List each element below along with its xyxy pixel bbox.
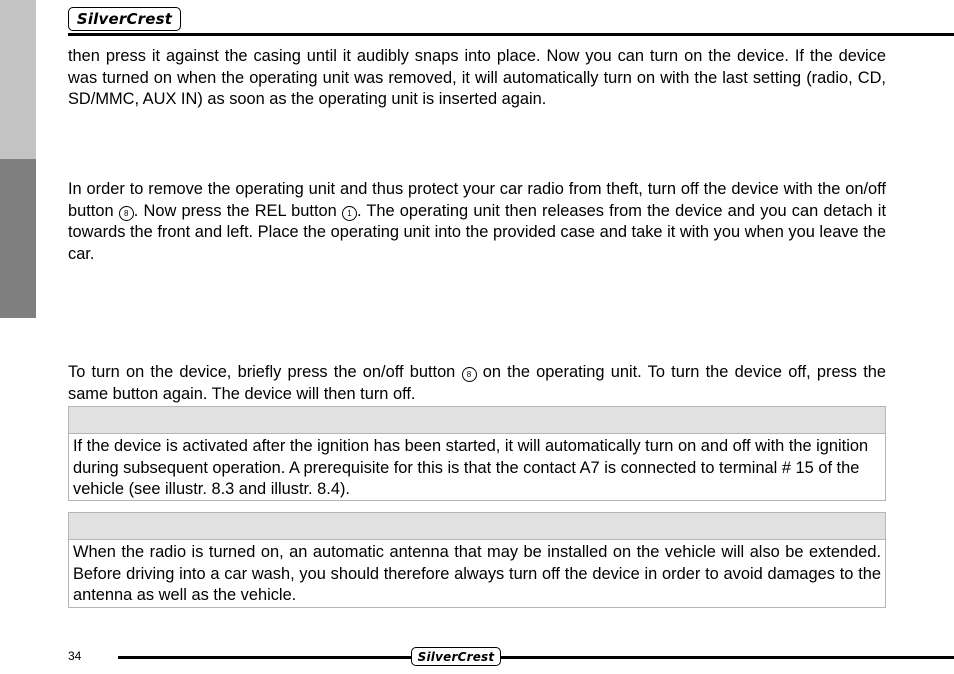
paragraph-text: In order to remove the operating unit and thus protect your car radio from theft, turn off the device with the on/off button bbox=[68, 180, 886, 220]
paragraph-text: . The operating unit then releases from the device and you can detach it towards the front and left. Place the operating unit into the provided case and take it with you when you leave the car. bbox=[68, 201, 887, 264]
paragraph-text: To turn on the device, briefly press the on/off button bbox=[68, 363, 462, 381]
paragraph-turn-on bbox=[68, 362, 886, 405]
paragraph-text: then press it against the casing until it audibly snaps into place. Now you can turn on the device. If the device was turned on when the operating unit was removed, it will automatically turn on with the last setting (radio, CD, SD/MMC, AUX IN) as soon as the operating unit is inserted again. bbox=[68, 47, 886, 109]
paragraph-text: . Now press the REL button bbox=[133, 201, 342, 220]
chapter-tab-light bbox=[0, 0, 36, 159]
onoff-button-ref-icon: 8 bbox=[119, 206, 134, 221]
paragraph-text: on the operating unit. To turn the device off, press the same button again. The device will then turn off. bbox=[68, 363, 886, 403]
onoff-button-ref-icon: 8 bbox=[462, 367, 477, 382]
paragraph-remove-unit bbox=[68, 179, 886, 266]
note-header bbox=[69, 513, 885, 540]
paragraph-insert-unit bbox=[68, 46, 886, 111]
chapter-tab-active bbox=[0, 159, 36, 318]
footer-brand-logo: SilverCrest bbox=[411, 647, 501, 666]
brand-logo: SilverCrest bbox=[68, 7, 181, 31]
note-text: When the radio is turned on, an automatic antenna that may be installed on the vehicle will also be extended. Before driving into a car wash, you should therefore always turn off the device in order to avoid damages to the antenna as well as the vehicle. bbox=[73, 543, 881, 605]
note-text: If the device is activated after the ignition has been started, it will automatically turn on and off with the ignition during subsequent operation. A prerequisite for this is that the contact A7 is connected to terminal # 15 of the vehicle (see illustr. 8.3 and illustr. 8.4). bbox=[73, 437, 869, 499]
header-rule bbox=[68, 33, 954, 36]
note-header bbox=[69, 407, 885, 434]
note-box-antenna bbox=[68, 512, 886, 608]
note-box-ignition bbox=[68, 406, 886, 501]
rel-button-ref-icon: 1 bbox=[342, 206, 357, 221]
footer-rule bbox=[118, 656, 954, 659]
page-number: 34 bbox=[68, 649, 82, 663]
